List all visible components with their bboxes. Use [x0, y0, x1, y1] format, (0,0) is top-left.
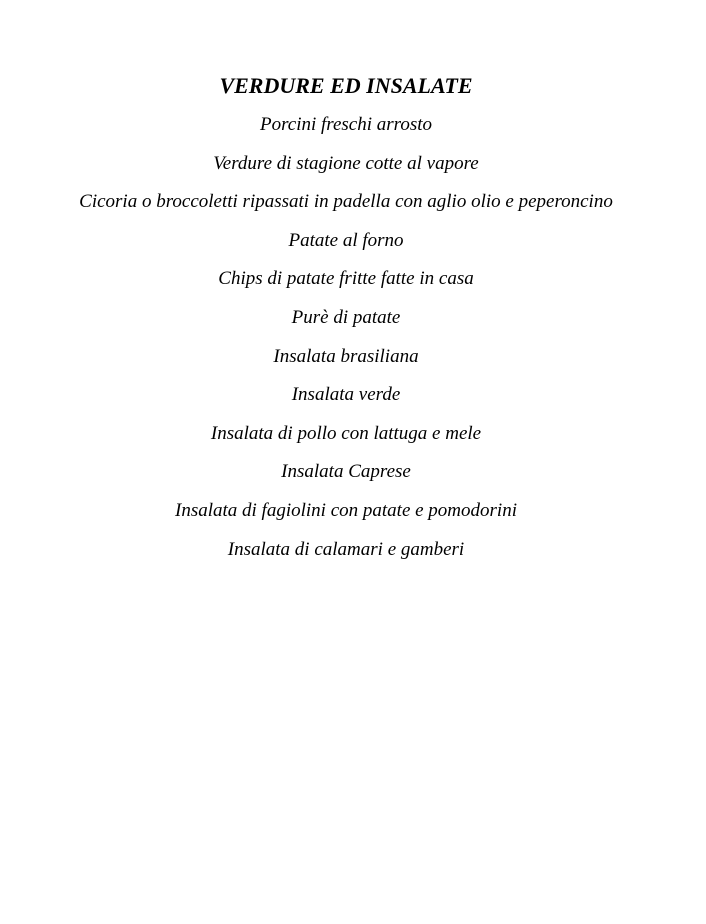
menu-item: Insalata Caprese [281, 461, 411, 483]
menu-list [0, 113, 692, 576]
menu-item: Insalata di calamari e gamberi [227, 538, 465, 560]
menu-item: Porcini freschi arrosto [259, 114, 433, 135]
menu-item: Insalata verde [291, 384, 401, 406]
menu-item: Insalata di fagiolini con patate e pomodorini [175, 499, 517, 521]
menu-item: Cicoria o broccoletti ripassati in padella con aglio olio e peperoncino [79, 191, 613, 213]
menu-item: Insalata di pollo con lattuga e mele [210, 422, 482, 444]
menu-item: Verdure di stagione cotte al vapore [213, 152, 479, 174]
menu-item: Insalata brasiliana [273, 345, 419, 367]
menu-item: Patate al forno [288, 229, 404, 251]
section-title: VERDURE ED INSALATE [219, 73, 473, 98]
menu-item: Chips di patate fritte fatte in casa [218, 268, 474, 290]
menu-item: Purè di patate [291, 306, 401, 328]
